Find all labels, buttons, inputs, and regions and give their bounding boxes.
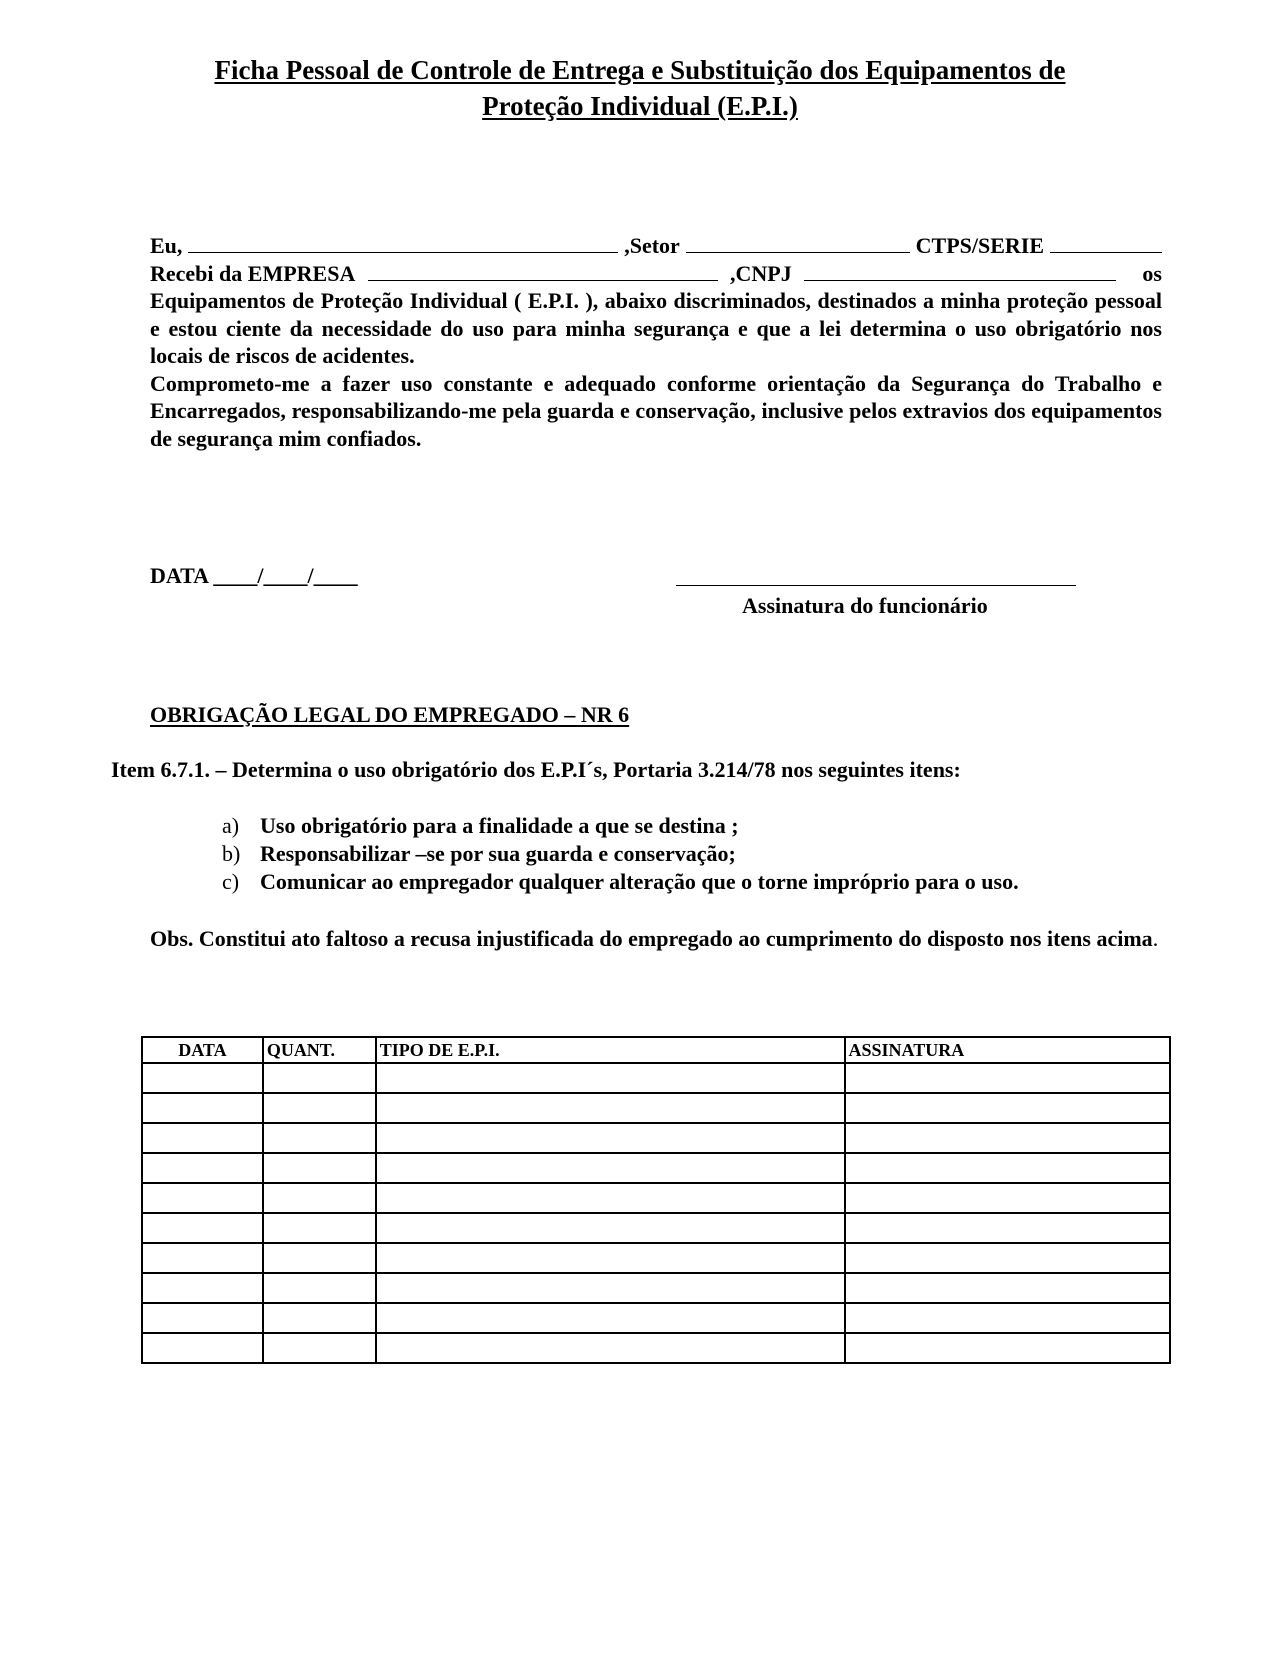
cell-data[interactable] bbox=[142, 1243, 263, 1273]
declaration-paragraph-1: Equipamentos de Proteção Individual ( E.P.I. ), abaixo discriminados, destinados a minha proteção pessoal e estou ciente da necessidade do uso para minha segurança e que a lei determina o uso obrigatório nos locais de riscos de acidentes. bbox=[150, 288, 1162, 368]
cell-assinatura[interactable] bbox=[845, 1243, 1170, 1273]
cell-quant[interactable] bbox=[263, 1273, 376, 1303]
cell-tipo[interactable] bbox=[376, 1183, 845, 1213]
cell-quant[interactable] bbox=[263, 1123, 376, 1153]
cnpj-label: ,CNPJ bbox=[730, 260, 792, 286]
cell-quant[interactable] bbox=[263, 1063, 376, 1093]
cell-assinatura[interactable] bbox=[845, 1093, 1170, 1123]
signature-line[interactable] bbox=[676, 585, 1076, 586]
cell-tipo[interactable] bbox=[376, 1333, 845, 1363]
title-line-2: Proteção Individual (E.P.I.) bbox=[482, 91, 798, 121]
cell-tipo[interactable] bbox=[376, 1153, 845, 1183]
cell-data[interactable] bbox=[142, 1063, 263, 1093]
col-header-assinatura: ASSINATURA bbox=[845, 1037, 1170, 1063]
setor-label: ,Setor bbox=[624, 233, 680, 258]
cell-tipo[interactable] bbox=[376, 1093, 845, 1123]
cell-data[interactable] bbox=[142, 1153, 263, 1183]
table-row bbox=[142, 1303, 1170, 1333]
obligations-list bbox=[222, 812, 1019, 896]
col-header-quant: QUANT. bbox=[263, 1037, 376, 1063]
table-row bbox=[142, 1123, 1170, 1153]
cell-data[interactable] bbox=[142, 1213, 263, 1243]
cell-quant[interactable] bbox=[263, 1303, 376, 1333]
epi-table bbox=[141, 1036, 1171, 1364]
cell-tipo[interactable] bbox=[376, 1123, 845, 1153]
setor-field[interactable] bbox=[686, 232, 910, 253]
table-row bbox=[142, 1213, 1170, 1243]
list-text: Uso obrigatório para a finalidade a que se destina ; bbox=[260, 813, 739, 838]
company-field[interactable] bbox=[368, 260, 718, 281]
cell-data[interactable] bbox=[142, 1273, 263, 1303]
cell-data[interactable] bbox=[142, 1123, 263, 1153]
table-row bbox=[142, 1273, 1170, 1303]
list-letter: b) bbox=[222, 841, 241, 866]
col-header-tipo: TIPO DE E.P.I. bbox=[376, 1037, 845, 1063]
cell-assinatura[interactable] bbox=[845, 1153, 1170, 1183]
cell-quant[interactable] bbox=[263, 1333, 376, 1363]
cell-assinatura[interactable] bbox=[845, 1123, 1170, 1153]
cell-tipo[interactable] bbox=[376, 1303, 845, 1333]
list-letter: a) bbox=[222, 813, 240, 838]
cell-data[interactable] bbox=[142, 1333, 263, 1363]
signature-label: Assinatura do funcionário bbox=[742, 593, 988, 618]
col-header-data: DATA bbox=[142, 1037, 263, 1063]
table-header-row bbox=[142, 1037, 1170, 1063]
declaration-text bbox=[150, 232, 1162, 452]
cell-assinatura[interactable] bbox=[845, 1273, 1170, 1303]
list-item bbox=[222, 868, 1019, 896]
list-text: Comunicar ao empregador qualquer alteração que o torne impróprio para o uso. bbox=[260, 869, 1019, 894]
cell-tipo[interactable] bbox=[376, 1243, 845, 1273]
table-row bbox=[142, 1183, 1170, 1213]
cell-tipo[interactable] bbox=[376, 1213, 845, 1243]
cell-data[interactable] bbox=[142, 1183, 263, 1213]
list-item bbox=[222, 812, 1019, 840]
nr6-heading: OBRIGAÇÃO LEGAL DO EMPREGADO – NR 6 bbox=[150, 702, 630, 727]
title-line-1: Ficha Pessoal de Controle de Entrega e Substituição dos Equipamentos de bbox=[214, 55, 1066, 85]
cell-quant[interactable] bbox=[263, 1183, 376, 1213]
employee-name-field[interactable] bbox=[188, 232, 618, 253]
cell-tipo[interactable] bbox=[376, 1273, 845, 1303]
cell-quant[interactable] bbox=[263, 1213, 376, 1243]
cnpj-field[interactable] bbox=[804, 260, 1116, 281]
declaration-paragraph-2: Comprometo-me a fazer uso constante e adequado conforme orientação da Segurança do Trabalho e Encarregados, responsabilizando-me pela guarda e conservação, inclusive pelos extravios dos equipamentos de segurança mim confiados. bbox=[150, 370, 1162, 451]
ctps-label: CTPS/SERIE bbox=[915, 233, 1045, 258]
document-title bbox=[0, 52, 1280, 124]
cell-quant[interactable] bbox=[263, 1153, 376, 1183]
date-field[interactable]: DATA ____/____/____ bbox=[150, 563, 358, 588]
cell-quant[interactable] bbox=[263, 1093, 376, 1123]
cell-assinatura[interactable] bbox=[845, 1183, 1170, 1213]
table-row bbox=[142, 1093, 1170, 1123]
table-row bbox=[142, 1333, 1170, 1363]
ctps-field[interactable] bbox=[1050, 232, 1162, 253]
list-text: Responsabilizar –se por sua guarda e conservação; bbox=[260, 841, 736, 866]
os-label: os bbox=[1142, 260, 1162, 286]
eu-label: Eu, bbox=[150, 233, 183, 258]
observation bbox=[150, 925, 1162, 953]
cell-data[interactable] bbox=[142, 1303, 263, 1333]
cell-assinatura[interactable] bbox=[845, 1303, 1170, 1333]
item-6-7-1: Item 6.7.1. – Determina o uso obrigatório dos E.P.I´s, Portaria 3.214/78 nos seguintes itens: bbox=[111, 757, 961, 782]
table-row bbox=[142, 1243, 1170, 1273]
cell-quant[interactable] bbox=[263, 1243, 376, 1273]
employee-fields-row bbox=[150, 232, 1162, 260]
company-fields-row bbox=[150, 260, 1162, 288]
cell-tipo[interactable] bbox=[376, 1063, 845, 1093]
cell-assinatura[interactable] bbox=[845, 1333, 1170, 1363]
table-row bbox=[142, 1153, 1170, 1183]
list-letter: c) bbox=[222, 869, 240, 894]
recebi-label: Recebi da EMPRESA bbox=[150, 260, 356, 286]
cell-assinatura[interactable] bbox=[845, 1063, 1170, 1093]
cell-assinatura[interactable] bbox=[845, 1213, 1170, 1243]
list-item bbox=[222, 840, 1019, 868]
cell-data[interactable] bbox=[142, 1093, 263, 1123]
observation-bold: Obs. Constitui ato faltoso a recusa injustificada do empregado ao cumprimento do disposto nos itens acima bbox=[150, 926, 1153, 951]
table-row bbox=[142, 1063, 1170, 1093]
observation-tail: . bbox=[1152, 926, 1159, 951]
